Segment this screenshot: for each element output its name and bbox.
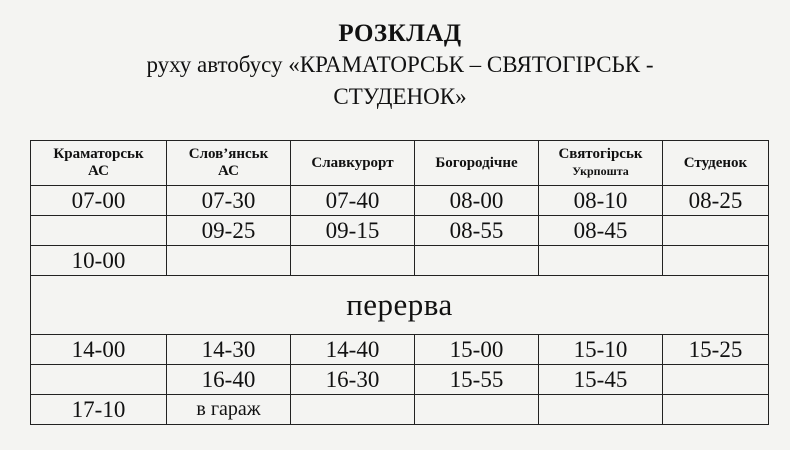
header-kramatorsk <box>31 141 167 186</box>
table-cell <box>663 365 769 395</box>
header-line: Слов’янськ <box>188 146 269 162</box>
table-cell: 15-25 <box>663 335 769 365</box>
header-line: АС <box>88 163 109 179</box>
table-cell: 07-00 <box>31 186 167 216</box>
table-row <box>31 365 769 395</box>
schedule-table <box>30 140 769 425</box>
header-line: Богородічне <box>435 154 518 171</box>
table-cell: 07-40 <box>291 186 415 216</box>
table-cell <box>663 216 769 246</box>
document-subtitle-line1: руху автобусу «КРАМАТОРСЬК – СВЯТОГІРСЬК - <box>146 52 654 77</box>
table-cell: 15-55 <box>415 365 539 395</box>
header-line: АС <box>218 163 239 179</box>
table-cell: 15-00 <box>415 335 539 365</box>
break-row <box>31 276 769 335</box>
header-line: Славкурорт <box>311 154 394 171</box>
header-slavkurort <box>291 141 415 186</box>
table-row <box>31 335 769 365</box>
table-cell: 10-00 <box>31 246 167 276</box>
table-row <box>31 216 769 246</box>
table-cell: в гараж <box>167 395 291 425</box>
header-line: Святогірськ <box>558 146 643 162</box>
header-line: Краматорськ <box>53 146 144 162</box>
table-cell: 08-45 <box>539 216 663 246</box>
header-line: Укрпошта <box>572 164 629 178</box>
table-cell <box>415 246 539 276</box>
table-cell: 07-30 <box>167 186 291 216</box>
table-cell <box>539 395 663 425</box>
document-subtitle-line2: СТУДЕНОК» <box>333 84 467 109</box>
table-cell <box>663 246 769 276</box>
table-cell <box>31 216 167 246</box>
table-cell: 08-55 <box>415 216 539 246</box>
table-cell <box>291 246 415 276</box>
table-cell <box>415 395 539 425</box>
header-studenok <box>663 141 769 186</box>
table-cell: 15-10 <box>539 335 663 365</box>
table-cell <box>31 365 167 395</box>
table-row <box>31 395 769 425</box>
table-cell: 17-10 <box>31 395 167 425</box>
table-cell: 16-30 <box>291 365 415 395</box>
table-cell: 14-40 <box>291 335 415 365</box>
header-line: Студенок <box>683 154 748 171</box>
table-cell: 16-40 <box>167 365 291 395</box>
table-cell: 08-10 <box>539 186 663 216</box>
header-bohorodichne <box>415 141 539 186</box>
table-cell: 08-25 <box>663 186 769 216</box>
table-cell <box>663 395 769 425</box>
table-cell: 14-30 <box>167 335 291 365</box>
header-sloviansk <box>167 141 291 186</box>
table-cell <box>167 246 291 276</box>
table-row <box>31 246 769 276</box>
table-cell <box>291 395 415 425</box>
table-cell <box>539 246 663 276</box>
table-cell: 14-00 <box>31 335 167 365</box>
document-title: РОЗКЛАД <box>338 20 462 47</box>
table-cell: 09-25 <box>167 216 291 246</box>
table-row <box>31 186 769 216</box>
table-cell: 09-15 <box>291 216 415 246</box>
break-label: перерва <box>31 276 769 335</box>
table-cell: 15-45 <box>539 365 663 395</box>
header-row <box>31 141 769 186</box>
table-cell: 08-00 <box>415 186 539 216</box>
header-sviatohirsk <box>539 141 663 186</box>
